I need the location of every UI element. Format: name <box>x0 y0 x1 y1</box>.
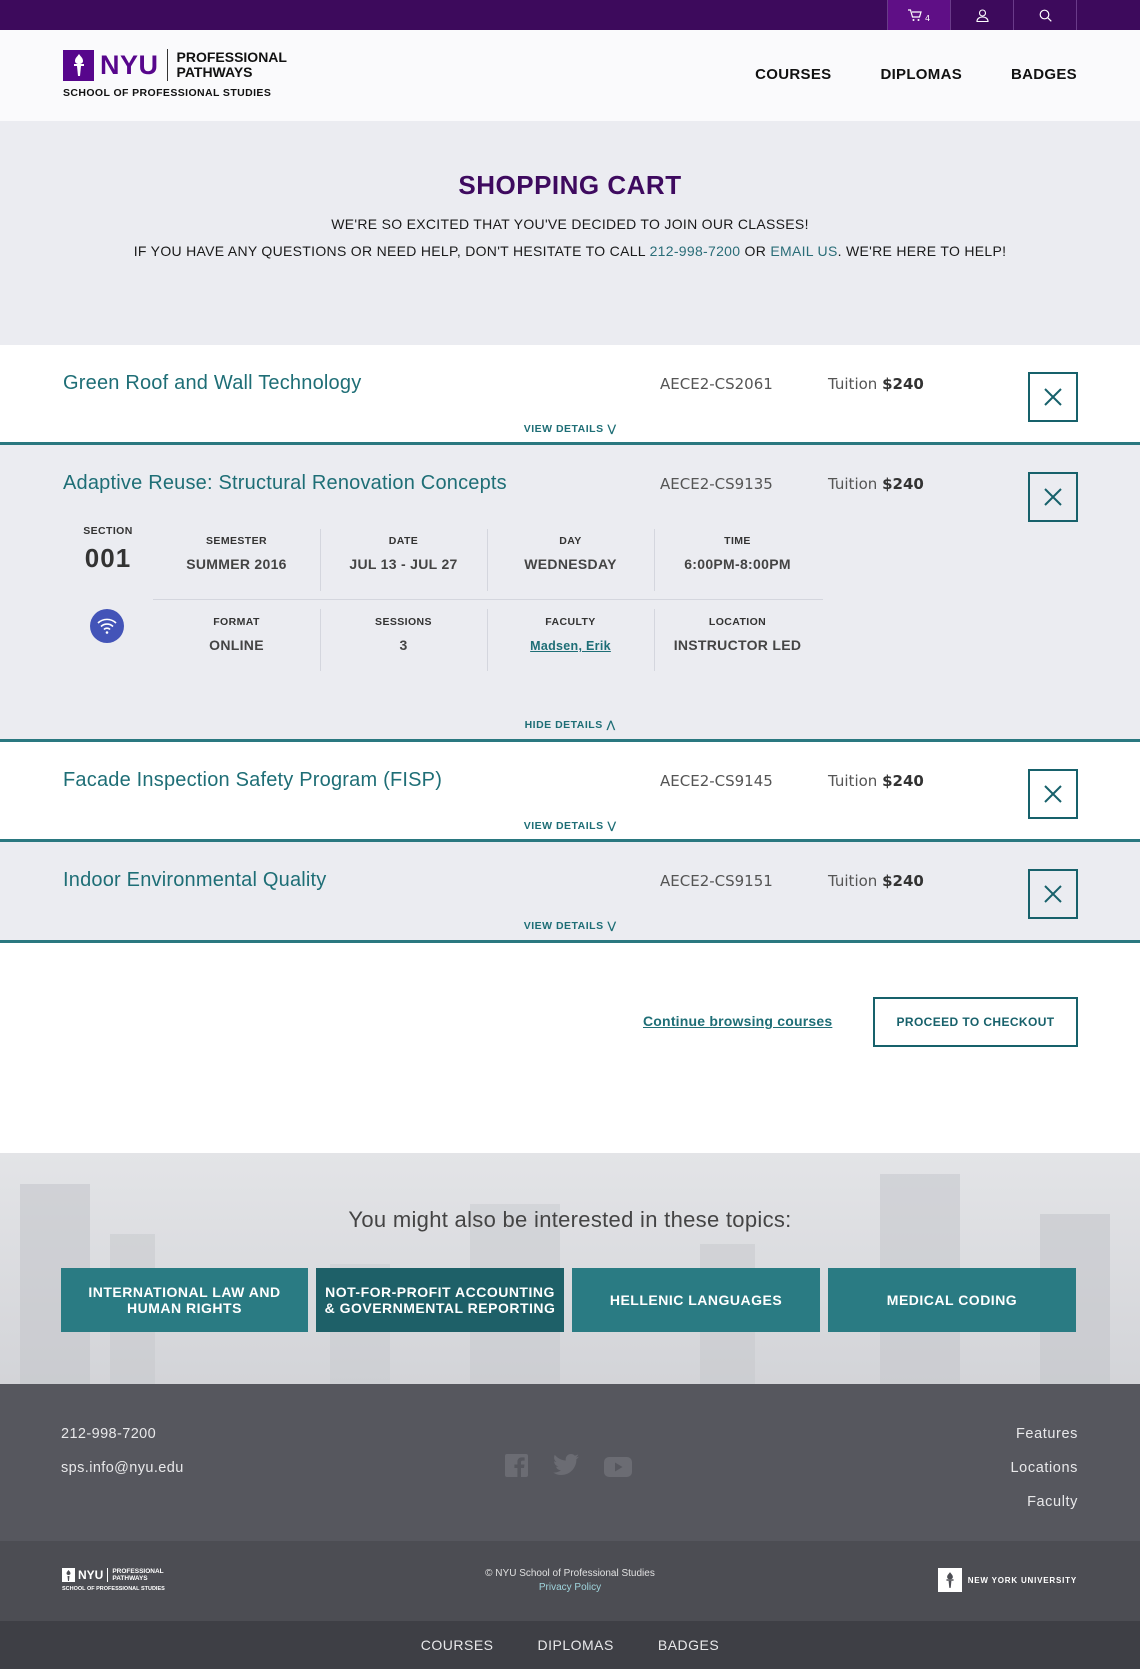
divider <box>320 609 321 671</box>
utility-bar <box>0 0 1140 30</box>
course-code: AECE2-CS2061 <box>660 375 773 393</box>
account-button[interactable] <box>950 0 1013 30</box>
logo-divider <box>167 49 168 81</box>
divider <box>654 529 655 591</box>
nyu-torch-icon <box>63 50 94 81</box>
footer-legal <box>0 1541 1140 1621</box>
section-block: SECTION 001 <box>63 525 153 574</box>
course-details <box>63 525 823 685</box>
nav-diplomas[interactable]: DIPLOMAS <box>880 66 963 83</box>
course-code: AECE2-CS9145 <box>660 772 773 790</box>
course-tuition: Tuition $240 <box>828 772 924 790</box>
section-number: 001 <box>84 543 132 573</box>
footer-logo-nyu: NYU <box>78 1568 104 1582</box>
remove-item-button[interactable] <box>1028 869 1078 919</box>
hero-line-1: WE'RE SO EXCITED THAT YOU'VE DECIDED TO JOIN OUR CLASSES! <box>331 216 809 232</box>
privacy-policy-link[interactable]: Privacy Policy <box>538 1582 602 1593</box>
course-tuition: Tuition $240 <box>828 475 924 493</box>
footer-nav-courses[interactable]: COURSES <box>420 1637 494 1653</box>
detail-semester: SEMESTER SUMMER 2016 <box>186 535 287 572</box>
cart-button[interactable] <box>887 0 950 30</box>
chevron-down-icon: ⋁ <box>607 424 617 435</box>
cart-item <box>0 742 1140 842</box>
user-icon <box>976 9 989 22</box>
footer-phone[interactable]: 212-998-7200 <box>61 1426 157 1442</box>
course-title[interactable]: Indoor Environmental Quality <box>63 869 327 891</box>
topic-button[interactable]: HELLENIC LANGUAGES <box>572 1268 820 1332</box>
wifi-icon <box>90 609 124 643</box>
course-title[interactable]: Adaptive Reuse: Structural Renovation Concepts <box>63 472 507 494</box>
nyu-university-logo[interactable] <box>938 1568 1077 1592</box>
logo-school-text: SCHOOL OF PROFESSIONAL STUDIES <box>63 87 272 99</box>
close-icon <box>1044 885 1062 903</box>
course-title[interactable]: Green Roof and Wall Technology <box>63 372 362 394</box>
course-code: AECE2-CS9151 <box>660 872 773 890</box>
nav-badges[interactable]: BADGES <box>1011 66 1077 83</box>
twitter-icon[interactable] <box>553 1454 579 1480</box>
footer-link-features[interactable]: Features <box>1015 1426 1078 1442</box>
detail-sessions: SESSIONS 3 <box>375 616 432 653</box>
view-details-toggle[interactable]: VIEW DETAILS ⋁ <box>523 423 617 435</box>
footer-logo-pathways: PROFESSIONAL PATHWAYS <box>112 1568 164 1582</box>
footer-nav-badges[interactable]: BADGES <box>657 1637 720 1653</box>
site-logo[interactable] <box>63 49 287 99</box>
remove-item-button[interactable] <box>1028 372 1078 422</box>
remove-item-button[interactable] <box>1028 769 1078 819</box>
chevron-down-icon: ⋁ <box>607 821 617 832</box>
phone-link[interactable]: 212-998-7200 <box>649 243 741 259</box>
chevron-down-icon: ⋁ <box>607 921 617 932</box>
course-title[interactable]: Facade Inspection Safety Program (FISP) <box>63 769 443 791</box>
facebook-icon[interactable] <box>505 1454 528 1481</box>
detail-date: DATE JUL 13 - JUL 27 <box>349 535 458 572</box>
logo-nyu-text: NYU <box>100 49 159 80</box>
chevron-up-icon: ⋀ <box>606 720 616 731</box>
close-icon <box>1044 488 1062 506</box>
search-icon <box>1039 9 1052 22</box>
close-icon <box>1044 388 1062 406</box>
site-header <box>0 30 1140 121</box>
footer-link-locations[interactable]: Locations <box>1010 1460 1078 1476</box>
email-us-link[interactable]: EMAIL US <box>770 243 838 259</box>
related-topics <box>0 1153 1140 1384</box>
topic-button[interactable]: MEDICAL CODING <box>828 1268 1076 1332</box>
faculty-link[interactable]: Madsen, Erik <box>530 639 611 653</box>
nav-courses[interactable]: COURSES <box>755 66 832 83</box>
divider <box>487 529 488 591</box>
detail-day: DAY WEDNESDAY <box>524 535 617 572</box>
hero-line-2: IF YOU HAVE ANY QUESTIONS OR NEED HELP, DON'T HESITATE TO CALL 212-998-7200 OR EMAIL US. WE'RE HERE TO HELP! <box>133 243 1007 259</box>
detail-format: FORMAT ONLINE <box>209 616 264 653</box>
view-details-toggle[interactable]: VIEW DETAILS ⋁ <box>523 920 617 932</box>
nyu-torch-icon <box>938 1568 962 1592</box>
main-nav <box>706 66 1077 83</box>
divider <box>153 599 823 600</box>
footer-nav-diplomas[interactable]: DIPLOMAS <box>537 1637 614 1653</box>
topic-button[interactable]: NOT-FOR-PROFIT ACCOUNTING & GOVERNMENTAL REPORTING <box>316 1268 564 1332</box>
course-code: AECE2-CS9135 <box>660 475 773 493</box>
cart-item <box>0 345 1140 445</box>
topic-button[interactable]: INTERNATIONAL LAW AND HUMAN RIGHTS <box>61 1268 308 1332</box>
hide-details-toggle[interactable]: HIDE DETAILS ⋀ <box>524 719 616 731</box>
footer-logo-school: SCHOOL OF PROFESSIONAL STUDIES <box>62 1586 165 1592</box>
logo-pathways-text: PROFESSIONAL PATHWAYS <box>176 49 287 80</box>
footer <box>0 1384 1140 1541</box>
remove-item-button[interactable] <box>1028 472 1078 522</box>
youtube-icon[interactable] <box>604 1457 632 1481</box>
divider <box>654 609 655 671</box>
detail-faculty: FACULTY Madsen, Erik <box>487 606 654 676</box>
detail-location: LOCATION INSTRUCTOR LED <box>673 616 802 653</box>
cart-count: 4 <box>924 13 931 23</box>
search-button[interactable] <box>1013 0 1077 30</box>
course-tuition: Tuition $240 <box>828 872 924 890</box>
cart-icon <box>908 9 922 22</box>
checkout-button[interactable]: PROCEED TO CHECKOUT <box>873 997 1078 1047</box>
cart-item <box>0 842 1140 943</box>
detail-time: TIME 6:00PM-8:00PM <box>684 535 791 572</box>
divider <box>487 609 488 671</box>
topics-heading: You might also be interested in these topics: <box>348 1207 792 1232</box>
course-tuition: Tuition $240 <box>828 375 924 393</box>
nyu-university-text: NEW YORK UNIVERSITY <box>967 1575 1077 1585</box>
view-details-toggle[interactable]: VIEW DETAILS ⋁ <box>523 820 617 832</box>
close-icon <box>1044 785 1062 803</box>
footer-nav <box>0 1621 1140 1669</box>
continue-browsing-link[interactable]: Continue browsing courses <box>643 1013 833 1029</box>
copyright: © NYU School of Professional Studies Privacy Policy <box>0 1567 1140 1595</box>
footer-link-faculty[interactable]: Faculty <box>1027 1494 1078 1510</box>
footer-email[interactable]: sps.info@nyu.edu <box>61 1460 184 1476</box>
cart-item <box>0 445 1140 742</box>
divider <box>320 529 321 591</box>
cart-hero <box>0 121 1140 345</box>
page-title: SHOPPING CART <box>458 170 682 200</box>
